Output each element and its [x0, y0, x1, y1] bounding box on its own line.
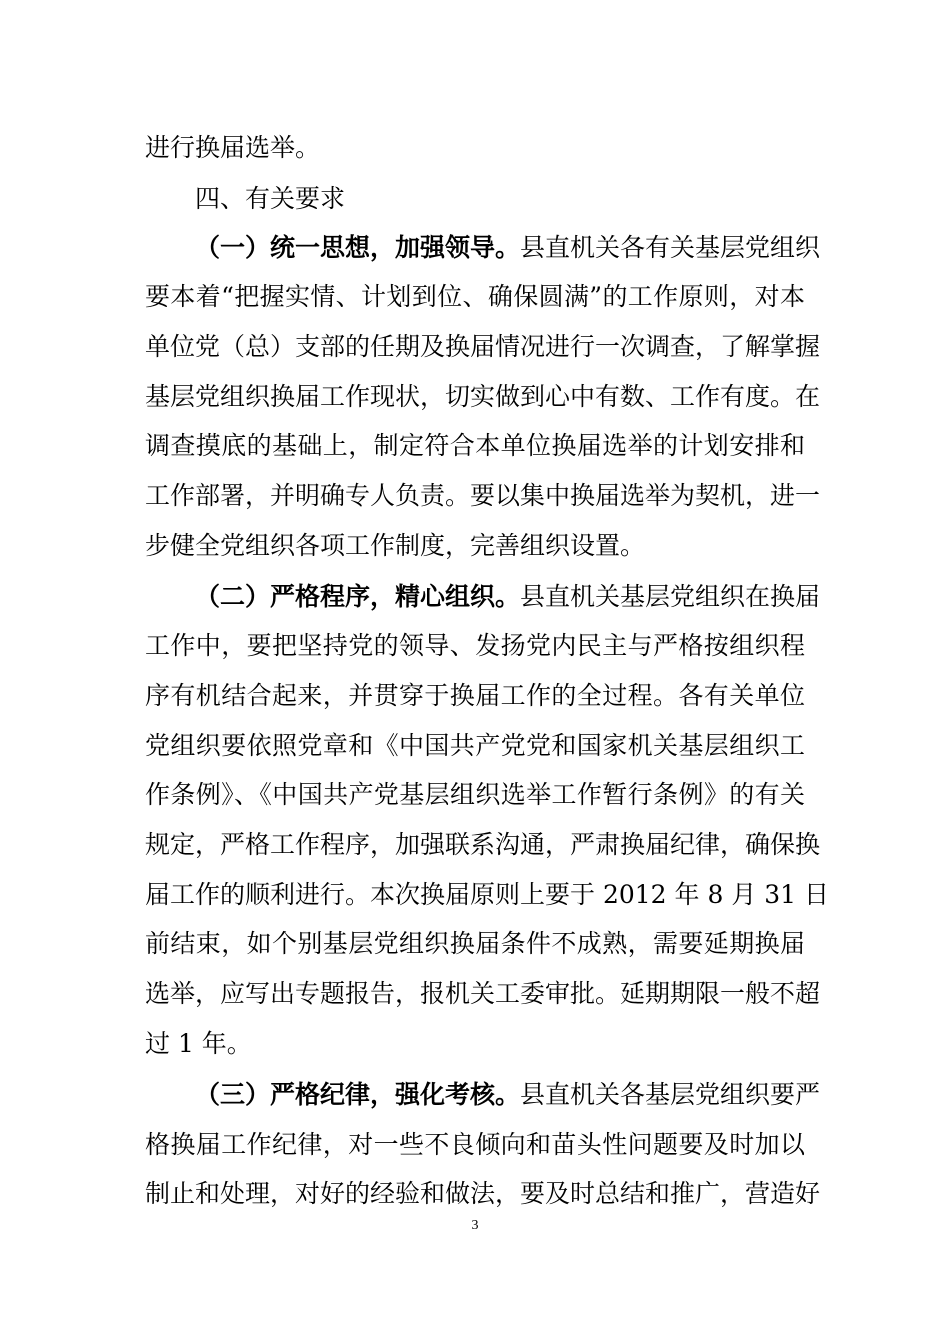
heading-text: 四、有关要求: [195, 184, 346, 213]
line-text: 前结束，如个别基层党组织换届条件不成熟，需要延期换届: [145, 929, 805, 958]
paragraph-line: [145, 722, 805, 770]
paragraph-line: [145, 323, 821, 371]
paragraph-line: [195, 573, 821, 621]
line-text: 调查摸底的基础上，制定符合本单位换届选举的计划安排和: [145, 431, 805, 460]
paragraph-line: [145, 273, 805, 321]
paragraph-line: [145, 1121, 805, 1169]
paragraph-line: [145, 871, 830, 919]
paragraph-line: [145, 622, 805, 670]
line-text: 步健全党组织各项工作制度，完善组织设置。: [145, 531, 646, 560]
paragraph-line: [195, 1071, 821, 1119]
paragraph-line: [145, 672, 805, 720]
line-text: 工作部署，并明确专人负责。要以集中换届选举为契机，进一: [145, 481, 821, 510]
line-text: 县直机关基层党组织在换届: [520, 582, 821, 611]
paragraph-line: [145, 1020, 805, 1068]
subheading-text: （三）严格纪律，强化考核。: [195, 1080, 521, 1109]
line-text: 工作中，要把坚持党的领导、发扬党内民主与严格按组织程: [145, 631, 805, 660]
line-text: 基层党组织换届工作现状，切实做到心中有数、工作有度。在: [145, 382, 821, 411]
line-text: 党组织要依照党章和《中国共产党党和国家机关基层组织工: [145, 731, 805, 760]
line-text: 要本着“把握实情、计划到位、确保圆满”的工作原则，对本: [145, 282, 805, 311]
paragraph-line: [145, 522, 805, 570]
line-text: 规定，严格工作程序，加强联系沟通，严肃换届纪律，确保换: [145, 830, 821, 859]
paragraph-line: [145, 1170, 821, 1218]
line-text: 作条例》、《中国共产党基层组织选举工作暂行条例》的有关: [145, 780, 805, 809]
subheading-text: （一）统一思想，加强领导。: [195, 233, 521, 262]
paragraph-line: [145, 821, 821, 869]
page-number: 3: [471, 1218, 479, 1233]
paragraph-line: [145, 970, 821, 1018]
line-text: 单位党（总）支部的任期及换届情况进行一次调查，了解掌握: [145, 332, 821, 361]
line-text: 格换届工作纪律，对一些不良倾向和苗头性问题要及时加以: [145, 1130, 805, 1159]
paragraph-line: [145, 373, 821, 421]
line-text: 进行换届选举。: [145, 133, 321, 162]
line-text: 届工作的顺利进行。本次换届原则上要于 2012 年 8 月 31 日: [145, 880, 830, 909]
line-text: 县直机关各有关基层党组织: [520, 233, 821, 262]
line-text: 过 1 年。: [145, 1029, 252, 1058]
section-heading: [195, 175, 345, 223]
paragraph-line: [195, 224, 821, 272]
subheading-text: （二）严格程序，精心组织。: [195, 582, 521, 611]
line-text: 序有机结合起来，并贯穿于换届工作的全过程。各有关单位: [145, 681, 805, 710]
line-text: 制止和处理，对好的经验和做法，要及时总结和推广，营造好: [145, 1179, 821, 1208]
paragraph-line: [145, 472, 821, 520]
paragraph-line: [145, 920, 805, 968]
paragraph-line: [145, 124, 805, 172]
line-text: 县直机关各基层党组织要严: [520, 1080, 821, 1109]
paragraph-line: [145, 422, 805, 470]
paragraph-line: [145, 771, 805, 819]
line-text: 选举，应写出专题报告，报机关工委审批。延期期限一般不超: [145, 979, 821, 1008]
